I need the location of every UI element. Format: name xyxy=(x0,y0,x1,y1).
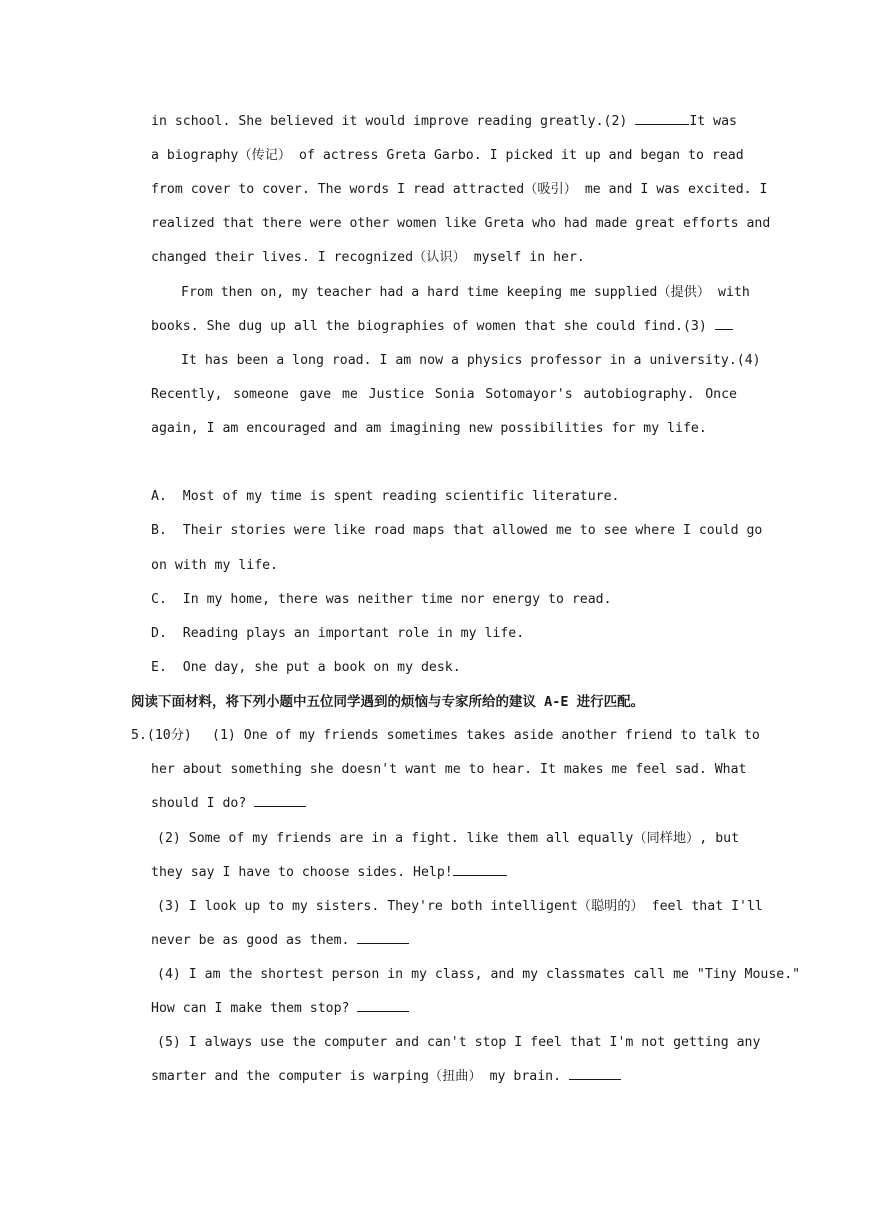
question-item-5: (5) I always use the computer and can't stop I feel that I'm not getting any xyxy=(157,1035,761,1050)
option-d xyxy=(151,624,737,644)
option-label: E. xyxy=(151,660,167,675)
section-heading: 阅读下面材料，将下列小题中五位同学遇到的烦恼与专家所给的建议 A-E 进行匹配。 xyxy=(131,694,645,710)
option-a xyxy=(151,487,737,507)
question-text: never be as good as them. xyxy=(151,933,350,948)
question-number xyxy=(131,726,192,746)
passage-line: realized that there were other women like Greta who had made great efforts and xyxy=(151,216,771,231)
question-item-4-line2 xyxy=(151,999,737,1019)
question-number-text: 5. xyxy=(131,728,147,743)
answer-blank[interactable] xyxy=(715,317,733,330)
passage-line: changed their lives. I recognized（认识） myself in her. xyxy=(151,250,585,265)
passage-text: books. She dug up all the biographies of women that she could find.(3) xyxy=(151,319,707,334)
question-text: should I do? xyxy=(151,796,247,811)
option-text: One day, she put a book on my desk. xyxy=(182,660,461,675)
passage-line: from cover to cover. The words I read attracted（吸引） me and I was excited. I xyxy=(151,182,768,197)
question-points: (10分) xyxy=(146,728,192,743)
answer-blank[interactable] xyxy=(635,112,689,125)
question-text: they say I have to choose sides. Help! xyxy=(151,865,453,880)
option-label: B. xyxy=(151,523,167,538)
option-b-continued: on with my life. xyxy=(151,558,279,573)
option-text: Most of my time is spent reading scientific literature. xyxy=(182,489,620,504)
option-label: A. xyxy=(151,489,167,504)
question-item-5-line2 xyxy=(151,1067,737,1087)
question-text: How can I make them stop? xyxy=(151,1001,350,1016)
passage-line: a biography（传记） of actress Greta Garbo. I picked it up and began to read xyxy=(151,148,744,163)
answer-blank[interactable] xyxy=(453,863,507,876)
option-c xyxy=(151,590,737,610)
question-item-4: (4) I am the shortest person in my class, and my classmates call me "Tiny Mouse." xyxy=(157,967,801,982)
option-text: In my home, there was neither time nor energy to read. xyxy=(182,592,612,607)
question-item-2: (2) Some of my friends are in a fight. like them all equally（同样地）, but xyxy=(157,831,740,846)
option-e xyxy=(151,658,737,678)
question-item-3: (3) I look up to my sisters. They're both intelligent（聪明的） feel that I'll xyxy=(157,899,763,914)
question-text: smarter and the computer is warping（扭曲） my brain. xyxy=(151,1069,562,1084)
passage-line: From then on, my teacher had a hard time keeping me supplied（提供） with xyxy=(181,285,750,300)
option-b xyxy=(151,521,763,541)
passage-line xyxy=(151,317,737,337)
question-item-1-line3 xyxy=(151,794,737,814)
passage-text: in school. She believed it would improve reading greatly.(2) xyxy=(151,114,628,129)
answer-blank[interactable] xyxy=(569,1067,621,1080)
question-item-2-line2 xyxy=(151,863,737,883)
question-item-1: (1) One of my friends sometimes takes aside another friend to talk to xyxy=(212,728,760,743)
passage-line: Recently, someone gave me Justice Sonia Sotomayor's autobiography. Once xyxy=(151,387,737,402)
answer-blank[interactable] xyxy=(357,999,409,1012)
option-label: C. xyxy=(151,592,167,607)
answer-blank[interactable] xyxy=(357,931,409,944)
passage-line: It has been a long road. I am now a physics professor in a university.(4) xyxy=(181,353,761,368)
option-text: Reading plays an important role in my life. xyxy=(182,626,525,641)
passage-line xyxy=(151,112,737,132)
question-item-1-line2: her about something she doesn't want me to hear. It makes me feel sad. What xyxy=(151,762,747,777)
question-item-3-line2 xyxy=(151,931,737,951)
option-label: D. xyxy=(151,626,167,641)
passage-text: It was xyxy=(689,114,737,129)
answer-blank[interactable] xyxy=(254,794,306,807)
option-text: Their stories were like road maps that allowed me to see where I could go xyxy=(182,523,763,538)
passage-line: again, I am encouraged and am imagining new possibilities for my life. xyxy=(151,421,707,436)
